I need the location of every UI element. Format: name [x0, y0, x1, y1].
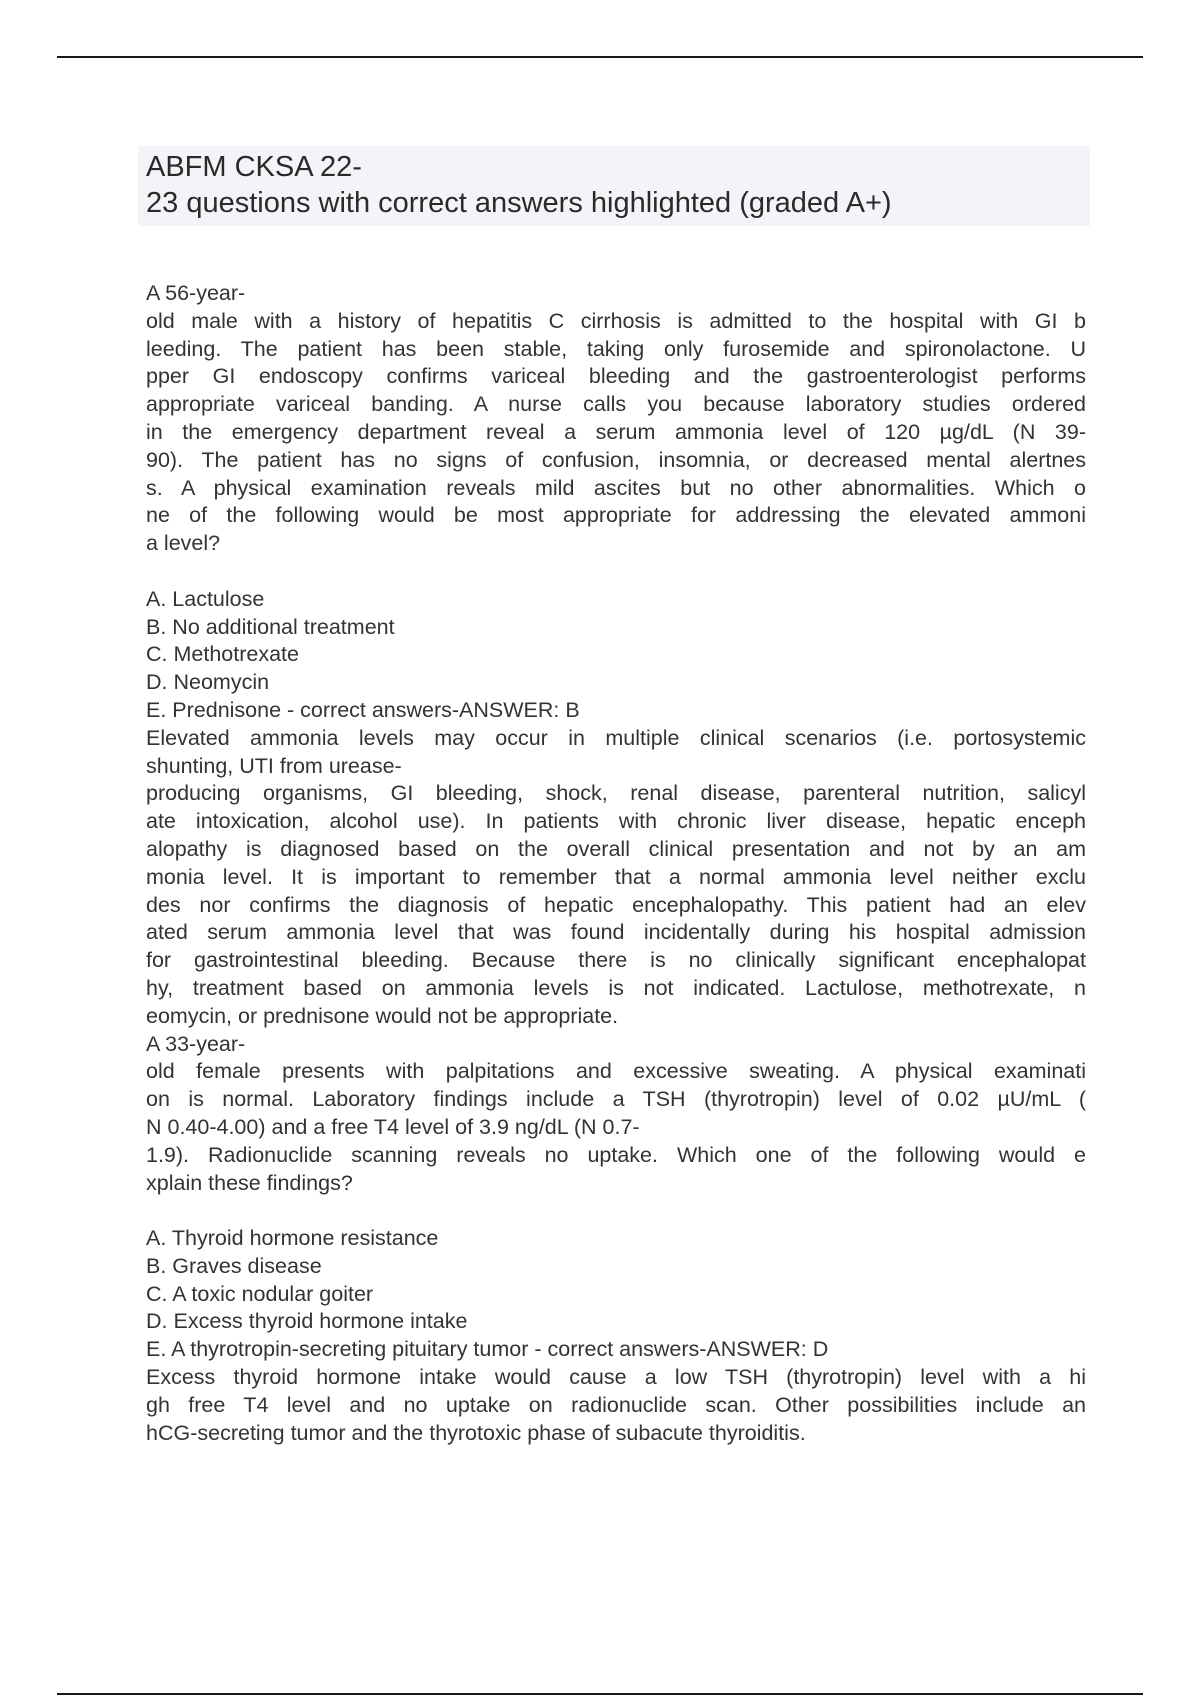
text-line: A. Lactulose [146, 586, 265, 611]
text-line: for gastrointestinal bleeding. Because there is no clinically significant encephalopat [146, 948, 1086, 973]
paragraph-gap [146, 1197, 1086, 1225]
text-line: B. No additional treatment [146, 614, 395, 639]
text-line: A 33-year- [146, 1031, 246, 1056]
text-line: des nor confirms the diagnosis of hepatic encephalopathy. This patient had an elev [146, 892, 1086, 917]
text-line: alopathy is diagnosed based on the overall clinical presentation and not by an am [146, 836, 1086, 861]
text-line: ne of the following would be most appropriate for addressing the elevated ammoni [146, 503, 1086, 528]
text-line: C. Methotrexate [146, 642, 299, 667]
document-body [146, 280, 1086, 1447]
text-line: a level? [146, 531, 221, 556]
text-line: E. A thyrotropin-secreting pituitary tumor - correct answers-ANSWER: D [146, 1337, 829, 1362]
text-line: pper GI endoscopy confirms variceal bleeding and the gastroenterologist performs [146, 364, 1086, 389]
text-line: B. Graves disease [146, 1253, 322, 1278]
text-line: C. A toxic nodular goiter [146, 1281, 374, 1306]
document-title-line-2: 23 questions with correct answers highlighted (graded A+) [146, 187, 892, 219]
text-line: 1.9). Radionuclide scanning reveals no uptake. Which one of the following would e [146, 1142, 1086, 1167]
text-line: old female presents with palpitations and excessive sweating. A physical examinati [146, 1059, 1086, 1084]
text-line: D. Excess thyroid hormone intake [146, 1309, 468, 1334]
text-line: Elevated ammonia levels may occur in multiple clinical scenarios (i.e. portosystemic [146, 725, 1086, 750]
text-line: in the emergency department reveal a serum ammonia level of 120 µg/dL (N 39- [146, 419, 1086, 444]
document-title-line-1: ABFM CKSA 22- [146, 151, 362, 183]
text-line: hCG-secreting tumor and the thyrotoxic phase of subacute thyroiditis. [146, 1420, 806, 1445]
text-line: on is normal. Laboratory findings include a TSH (thyrotropin) level of 0.02 µU/mL ( [146, 1087, 1086, 1112]
text-line: ated serum ammonia level that was found incidentally during his hospital admission [146, 920, 1086, 945]
text-line: old male with a history of hepatitis C cirrhosis is admitted to the hospital with GI b [146, 308, 1086, 333]
text-line: shunting, UTI from urease- [146, 753, 402, 778]
text-line: ate intoxication, alcohol use). In patients with chronic liver disease, hepatic enceph [146, 809, 1086, 834]
text-line: Excess thyroid hormone intake would cause a low TSH (thyrotropin) level with a hi [146, 1365, 1086, 1390]
text-line: appropriate variceal banding. A nurse calls you because laboratory studies ordered [146, 392, 1086, 417]
paragraph-gap [146, 558, 1086, 586]
text-line: gh free T4 level and no uptake on radionuclide scan. Other possibilities include an [146, 1392, 1086, 1417]
text-line: A. Thyroid hormone resistance [146, 1226, 439, 1251]
text-line: A 56-year- [146, 281, 246, 305]
bottom-rule [57, 1693, 1143, 1695]
text-line: leeding. The patient has been stable, taking only furosemide and spironolactone. U [146, 336, 1086, 361]
text-line: 90). The patient has no signs of confusion, insomnia, or decreased mental alertnes [146, 447, 1086, 472]
text-line: eomycin, or prednisone would not be appropriate. [146, 1003, 619, 1028]
text-line: E. Prednisone - correct answers-ANSWER: B [146, 697, 580, 722]
text-line: s. A physical examination reveals mild ascites but no other abnormalities. Which o [146, 475, 1086, 500]
text-line: N 0.40-4.00) and a free T4 level of 3.9 ng/dL (N 0.7- [146, 1114, 640, 1139]
text-line: D. Neomycin [146, 670, 270, 695]
text-line: hy, treatment based on ammonia levels is not indicated. Lactulose, methotrexate, n [146, 975, 1086, 1000]
text-line: producing organisms, GI bleeding, shock, renal disease, parenteral nutrition, salicyl [146, 781, 1086, 806]
text-line: monia level. It is important to remember that a normal ammonia level neither exclu [146, 864, 1086, 889]
text-line: xplain these findings? [146, 1170, 353, 1195]
top-rule [57, 56, 1143, 58]
